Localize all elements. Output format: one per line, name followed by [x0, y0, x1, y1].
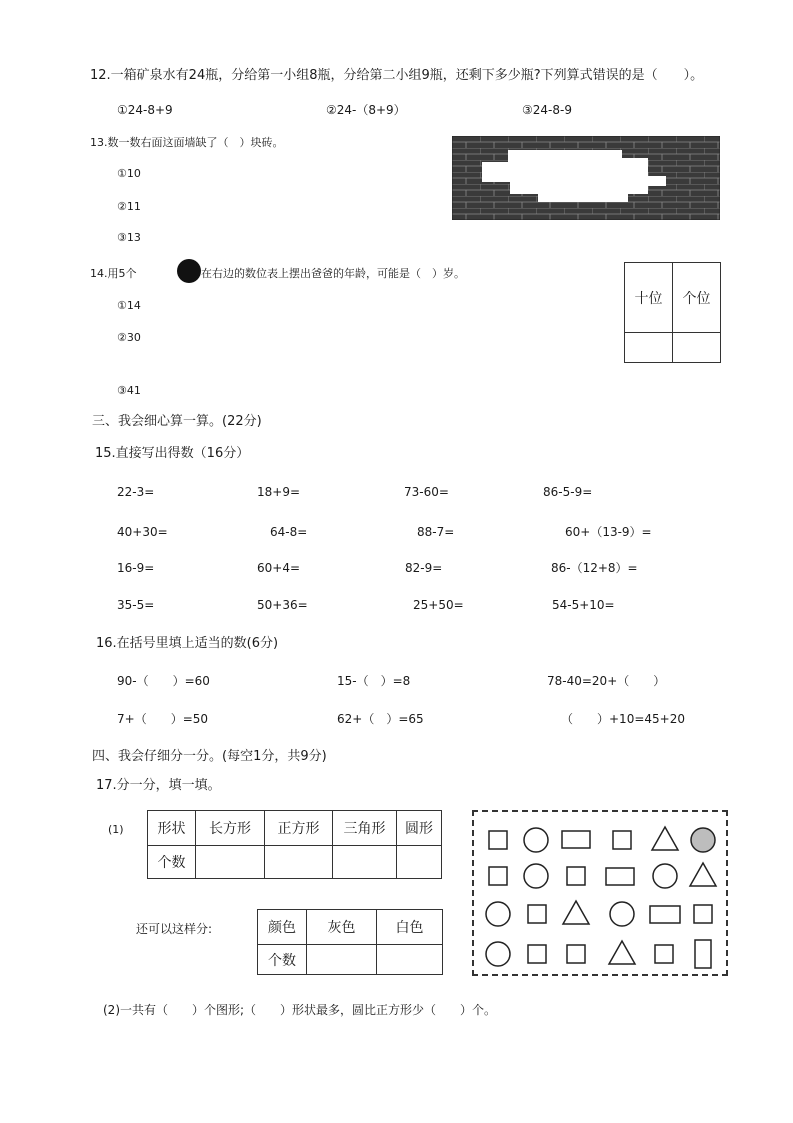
circle-shape	[486, 942, 510, 966]
section-4-title: 四、我会仔细分一分。(每空1分，共9分)	[92, 749, 327, 764]
q15-problem: 86-5-9=	[543, 485, 593, 499]
color-header: 颜色	[258, 910, 307, 945]
q15-problem: 50+36=	[257, 598, 308, 612]
triangle-count-cell[interactable]	[333, 846, 397, 879]
triangle-shape	[652, 827, 678, 850]
square-count-cell[interactable]	[265, 846, 333, 879]
triangle-shape	[563, 901, 589, 924]
q14-option-2: ②30	[117, 331, 141, 344]
q12-option-3: ③24-8-9	[522, 103, 572, 117]
q15-problem: 22-3=	[117, 485, 155, 499]
q16-problem: 7+（ ）=50	[117, 712, 209, 726]
q16-problem: 78-40=20+（ ）	[547, 674, 666, 688]
shapes-box	[472, 810, 728, 976]
q16-problem: 62+（ ）=65	[337, 712, 424, 726]
rectangle-shape	[695, 940, 711, 968]
square-shape	[567, 945, 585, 963]
q12-question: 12.一箱矿泉水有24瓶，分给第一小组8瓶，分给第二小组9瓶，还剩下多少瓶?下列算式错误的是（ ）。	[90, 68, 704, 83]
q15-problem: 88-7=	[417, 525, 455, 539]
q12-option-1: ①24-8+9	[117, 103, 173, 117]
q16-problem: （ ）+10=45+20	[561, 712, 685, 726]
q14-option-1: ①14	[117, 299, 141, 312]
color-count-table	[257, 909, 443, 975]
q13-option-2: ②11	[117, 200, 141, 213]
tens-cell[interactable]	[625, 333, 673, 363]
q14-question-start: 14.用5个	[90, 267, 137, 280]
gray-count-cell[interactable]	[307, 945, 377, 975]
q15-problem: 82-9=	[405, 561, 443, 575]
q15-problem: 35-5=	[117, 598, 155, 612]
square-shape	[694, 905, 712, 923]
place-value-table	[624, 262, 721, 363]
q13-option-3: ③13	[117, 231, 141, 244]
q15-problem: 25+50=	[413, 598, 464, 612]
rectangle-shape	[606, 868, 634, 885]
ones-cell[interactable]	[673, 333, 721, 363]
count-label: 个数	[258, 945, 307, 975]
q14-option-3: ③41	[117, 384, 141, 397]
q17-part2: (2)一共有（ ）个图形;（ ）形状最多，圆比正方形少（ ）个。	[103, 1003, 497, 1017]
q12-option-2: ②24-（8+9）	[326, 103, 406, 117]
circle-shape	[653, 864, 677, 888]
rectangle-shape	[562, 831, 590, 848]
white-count-cell[interactable]	[377, 945, 443, 975]
q15-problem: 16-9=	[117, 561, 155, 575]
q16-problem: 90-（ ）=60	[117, 674, 210, 688]
q15-problem: 40+30=	[117, 525, 168, 539]
q17-part1-label: (1)	[108, 823, 124, 836]
q15-problem: 18+9=	[257, 485, 301, 499]
rectangle-header: 长方形	[196, 811, 265, 846]
q15-problem: 64-8=	[270, 525, 308, 539]
rectangle-count-cell[interactable]	[196, 846, 265, 879]
circle-shape	[524, 864, 548, 888]
circle-shape	[610, 902, 634, 926]
q16-title: 16.在括号里填上适当的数(6分)	[96, 636, 279, 651]
square-shape	[528, 905, 546, 923]
square-shape	[489, 867, 507, 885]
q14-question-end: 在右边的数位表上摆出爸爸的年龄，可能是（ ）岁。	[201, 267, 465, 280]
ones-header: 个位	[673, 263, 721, 333]
square-shape	[528, 945, 546, 963]
q13-question: 13.数一数右面这面墙缺了（ ）块砖。	[90, 136, 284, 149]
square-shape	[613, 831, 631, 849]
alt-classify-label: 还可以这样分:	[136, 922, 213, 936]
rectangle-shape	[650, 906, 680, 923]
square-header: 正方形	[265, 811, 333, 846]
section-3-title: 三、我会细心算一算。(22分)	[92, 414, 262, 429]
q13-option-1: ①10	[117, 167, 141, 180]
circle-header: 圆形	[397, 811, 442, 846]
circle-count-cell[interactable]	[397, 846, 442, 879]
triangle-shape	[609, 941, 635, 964]
gray-circle-shape	[691, 828, 715, 852]
square-shape	[567, 867, 585, 885]
q15-title: 15.直接写出得数（16分）	[95, 446, 250, 461]
shape-count-table	[147, 810, 442, 879]
q15-problem: 86-（12+8）=	[551, 561, 638, 575]
tens-header: 十位	[625, 263, 673, 333]
bead-icon	[177, 259, 201, 283]
count-label: 个数	[148, 846, 196, 879]
square-shape	[655, 945, 673, 963]
q15-problem: 60+4=	[257, 561, 301, 575]
square-shape	[489, 831, 507, 849]
shape-header: 形状	[148, 811, 196, 846]
circle-shape	[524, 828, 548, 852]
shapes-figure	[474, 812, 726, 974]
q16-problem: 15-（ ）=8	[337, 674, 411, 688]
circle-shape	[486, 902, 510, 926]
q17-title: 17.分一分，填一填。	[96, 778, 221, 793]
triangle-shape	[690, 863, 716, 886]
q15-problem: 54-5+10=	[552, 598, 615, 612]
white-header: 白色	[377, 910, 443, 945]
gray-header: 灰色	[307, 910, 377, 945]
brick-wall-picture	[452, 136, 720, 220]
q15-problem: 60+（13-9）=	[565, 525, 652, 539]
q15-problem: 73-60=	[404, 485, 449, 499]
triangle-header: 三角形	[333, 811, 397, 846]
